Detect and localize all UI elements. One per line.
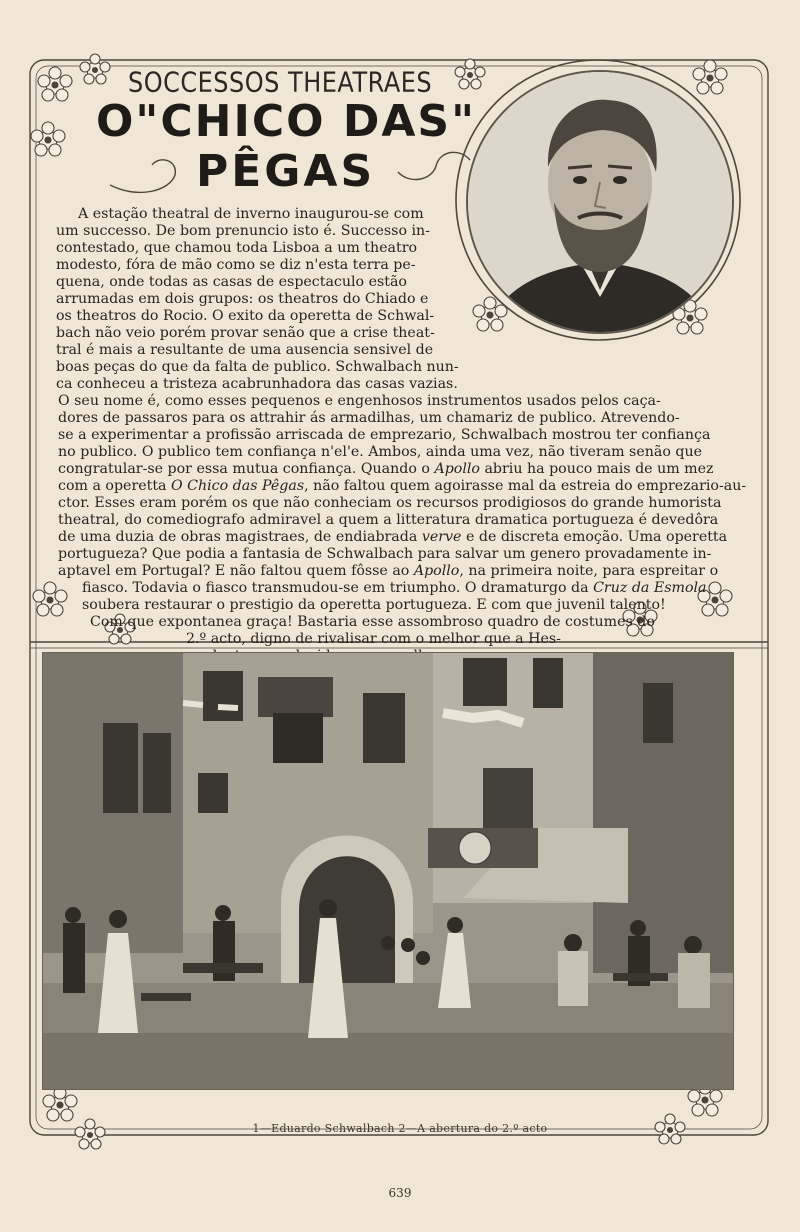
article-text: de uma duzia de obras magistraes, de endiabrada xyxy=(58,529,418,545)
article-line xyxy=(58,529,727,546)
article-line: tral é mais a resultante de uma ausencia sensivel de xyxy=(56,342,434,358)
article-line: os theatros do Rocio. O exito da operetta de Schwal- xyxy=(56,308,435,324)
article-line: modesto, fóra de mão como se diz n'esta terra pe- xyxy=(56,257,416,273)
section-kicker: SOCCESSOS THEATRAES xyxy=(128,66,433,99)
article-line: um successo. De bom prenuncio isto é. Successo in- xyxy=(56,223,430,239)
article-line: contestado, que chamou toda Lisboa a um theatro xyxy=(56,240,418,256)
article-line: ctor. Esses eram porém os que não conheciam os recursos prodigiosos do grande humorista xyxy=(58,495,722,511)
article-line: ca conheceu a tristeza acabrunhadora das casas vazias. xyxy=(56,376,458,392)
article-line xyxy=(58,478,746,495)
article-title-line2: PÊGAS xyxy=(196,146,376,197)
article-text: fiasco. Todavia o fiasco transmudou-se em triumpho. O dramaturgo da xyxy=(82,580,589,596)
article-line: 2.º acto, digno de rivalisar com o melhor que a Hes- xyxy=(186,631,561,647)
italic-cruz: Cruz da Esmola xyxy=(593,580,707,596)
italic-apollo: Apollo xyxy=(434,461,480,477)
italic-verve: verve xyxy=(421,529,462,545)
article-line: no publico. O publico tem confiança n'el'e. Ambos, ainda uma vez, não tiveram senão que xyxy=(58,444,702,460)
article-line: soubera restaurar o prestigio da operetta portugueza. E com que juvenil talento! xyxy=(82,597,666,613)
italic-apollo-2: Apollo xyxy=(413,563,460,579)
article-line: se a experimentar a profissão arriscada de emprezario, Schwalbach mostrou ter confiança xyxy=(58,427,711,443)
article-text: aptavel em Portugal? E não faltou quem fôsse ao xyxy=(58,563,410,579)
article-line: A estação theatral de inverno inaugurou-se com xyxy=(78,206,424,222)
article-line: arrumadas em dois grupos: os theatros do Chiado e xyxy=(56,291,429,307)
article-title-line1: O"CHICO DAS" xyxy=(96,96,477,147)
article-line: dores de passaros para os attrahir ás armadilhas, um chamariz de publico. Atrevendo- xyxy=(58,410,680,426)
article-line xyxy=(82,580,707,597)
stage-scene-drawing xyxy=(43,653,733,1089)
article-text: abriu ha pouco mais de um mez xyxy=(484,461,714,477)
article-line: bach não veio porém provar senão que a crise theat- xyxy=(56,325,435,341)
article-text: , na primeira noite, para espreitar o xyxy=(459,563,719,579)
portrait-photo xyxy=(466,70,734,334)
article-line: boas peças do que da falta de publico. Schwalbach nun- xyxy=(56,359,459,375)
article-line: Com que expontanea graça! Bastaria esse assombroso quadro de costumes do xyxy=(90,614,655,630)
article-line: O seu nome é, como esses pequenos e engenhosos instrumentos usados pelos caça- xyxy=(58,393,661,409)
article-text: e de discreta emoção. Uma operetta xyxy=(465,529,728,545)
article-line: quena, onde todas as casas de espectaculo estão xyxy=(56,274,407,290)
portrait-drawing xyxy=(468,72,732,332)
article-line: portugueza? Que podia a fantasia de Schwalbach para salvar um genero provadamente in- xyxy=(58,546,712,562)
italic-chico: O Chico das Pêgas xyxy=(171,478,305,494)
article-text: congratular-se por essa mutua confiança. Quando o xyxy=(58,461,430,477)
article-text: com a operetta xyxy=(58,478,167,494)
page-number: 639 xyxy=(388,1186,412,1200)
article-text: , não faltou quem agoirasse mal da estreia do emprezario-au- xyxy=(304,478,747,494)
article-line xyxy=(58,563,718,580)
article-line: theatral, do comediografo admiravel a quem a litteratura dramatica portugueza é devedôra xyxy=(58,512,719,528)
photo-caption: 1—Eduardo Schwalbach 2—A abertura do 2.º acto xyxy=(252,1122,548,1135)
stage-photo xyxy=(42,652,734,1090)
article-line xyxy=(58,461,714,478)
